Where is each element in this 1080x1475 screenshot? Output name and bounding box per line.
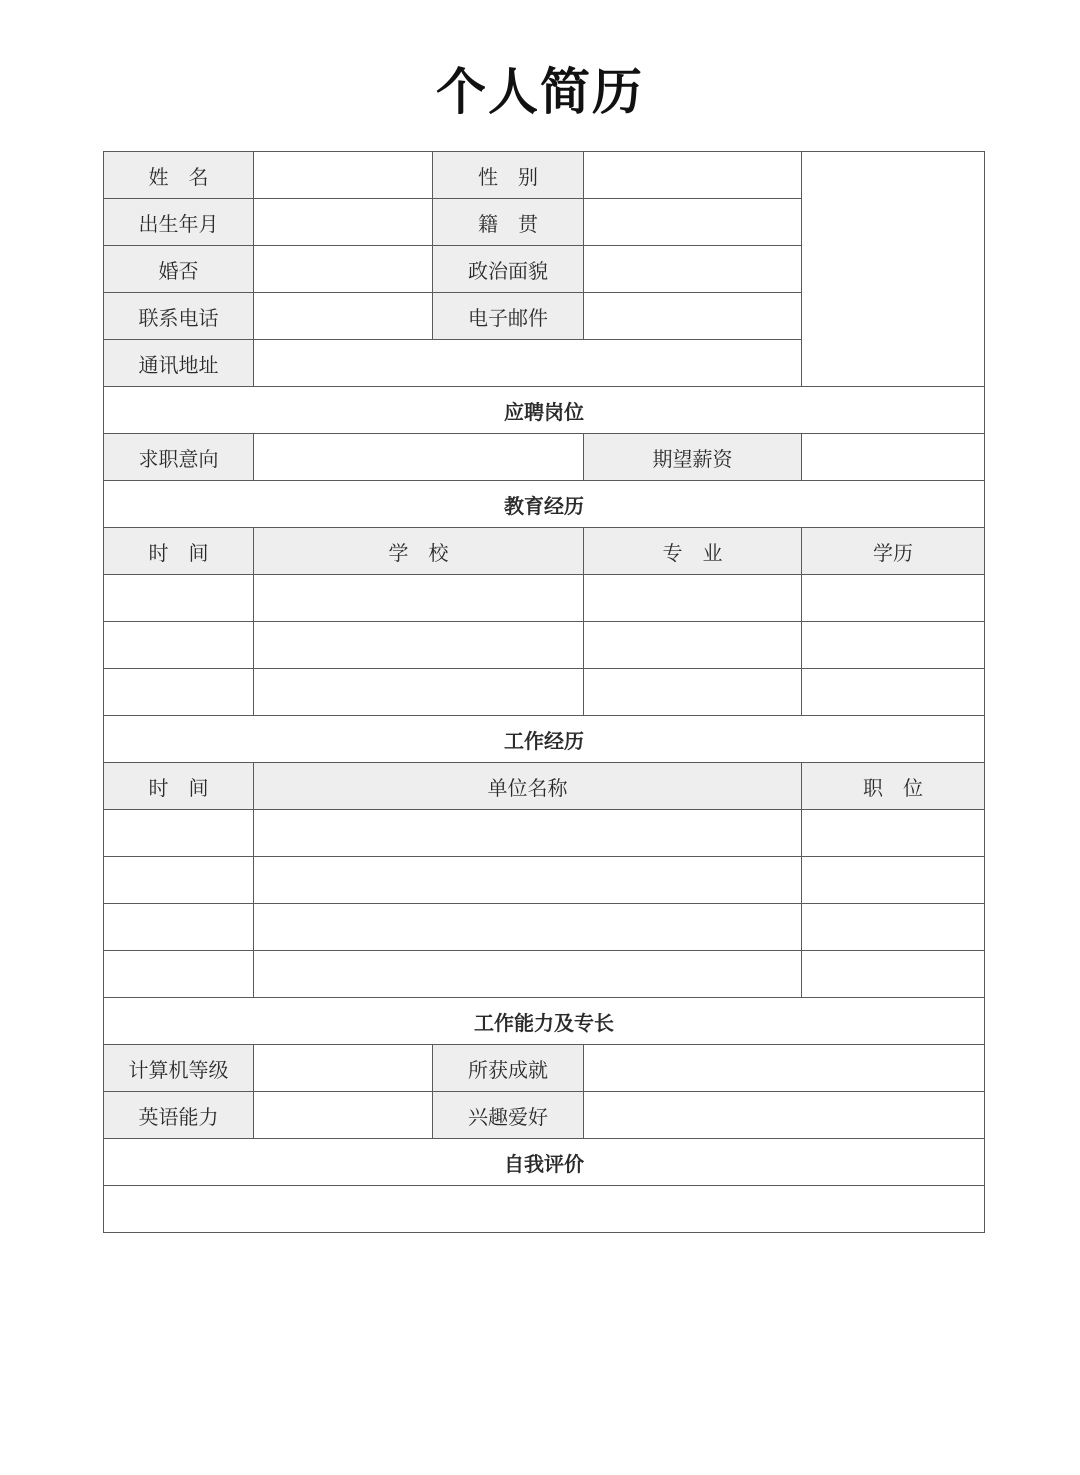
photo-box[interactable] — [802, 152, 985, 387]
section-work: 工作经历 — [104, 716, 985, 763]
edu-cell-time[interactable] — [104, 575, 254, 622]
value-hobby[interactable] — [584, 1092, 985, 1139]
edu-cell-time[interactable] — [104, 622, 254, 669]
edu-row — [104, 575, 985, 622]
work-row — [104, 951, 985, 998]
label-political: 政治面貌 — [433, 246, 584, 293]
work-cell-time[interactable] — [104, 951, 254, 998]
value-origin[interactable] — [584, 199, 802, 246]
label-english: 英语能力 — [104, 1092, 254, 1139]
edu-cell-major[interactable] — [584, 669, 802, 716]
edu-header-degree: 学历 — [802, 528, 985, 575]
value-intent[interactable] — [254, 434, 584, 481]
work-cell-time[interactable] — [104, 810, 254, 857]
label-hobby: 兴趣爱好 — [433, 1092, 584, 1139]
work-cell-company[interactable] — [254, 810, 802, 857]
value-computer[interactable] — [254, 1045, 433, 1092]
edu-cell-time[interactable] — [104, 669, 254, 716]
work-cell-time[interactable] — [104, 904, 254, 951]
value-achievement[interactable] — [584, 1045, 985, 1092]
work-cell-title[interactable] — [802, 951, 985, 998]
section-skills: 工作能力及专长 — [104, 998, 985, 1045]
label-marital: 婚否 — [104, 246, 254, 293]
value-english[interactable] — [254, 1092, 433, 1139]
resume-table — [103, 151, 985, 1233]
work-cell-title[interactable] — [802, 904, 985, 951]
edu-cell-school[interactable] — [254, 575, 584, 622]
work-row — [104, 857, 985, 904]
edu-row — [104, 622, 985, 669]
self-eval-box[interactable] — [104, 1186, 985, 1233]
label-achievement: 所获成就 — [433, 1045, 584, 1092]
edu-header-school: 学 校 — [254, 528, 584, 575]
value-email[interactable] — [584, 293, 802, 340]
label-phone: 联系电话 — [104, 293, 254, 340]
section-position: 应聘岗位 — [104, 387, 985, 434]
label-gender: 性 别 — [433, 152, 584, 199]
edu-cell-major[interactable] — [584, 622, 802, 669]
work-header-company: 单位名称 — [254, 763, 802, 810]
work-cell-company[interactable] — [254, 951, 802, 998]
edu-cell-school[interactable] — [254, 669, 584, 716]
value-birth[interactable] — [254, 199, 433, 246]
label-intent: 求职意向 — [104, 434, 254, 481]
edu-cell-school[interactable] — [254, 622, 584, 669]
edu-cell-degree[interactable] — [802, 575, 985, 622]
value-phone[interactable] — [254, 293, 433, 340]
work-cell-company[interactable] — [254, 857, 802, 904]
edu-header-major: 专 业 — [584, 528, 802, 575]
label-email: 电子邮件 — [433, 293, 584, 340]
edu-cell-degree[interactable] — [802, 622, 985, 669]
label-salary: 期望薪资 — [584, 434, 802, 481]
label-name: 姓 名 — [104, 152, 254, 199]
work-row — [104, 904, 985, 951]
work-row — [104, 810, 985, 857]
label-origin: 籍 贯 — [433, 199, 584, 246]
label-address: 通讯地址 — [104, 340, 254, 387]
section-self-eval: 自我评价 — [104, 1139, 985, 1186]
value-name[interactable] — [254, 152, 433, 199]
page-title: 个人简历 — [436, 62, 644, 121]
value-salary[interactable] — [802, 434, 985, 481]
edu-cell-degree[interactable] — [802, 669, 985, 716]
value-gender[interactable] — [584, 152, 802, 199]
work-cell-title[interactable] — [802, 857, 985, 904]
work-cell-time[interactable] — [104, 857, 254, 904]
value-marital[interactable] — [254, 246, 433, 293]
work-header-time: 时 间 — [104, 763, 254, 810]
work-cell-title[interactable] — [802, 810, 985, 857]
work-cell-company[interactable] — [254, 904, 802, 951]
section-education: 教育经历 — [104, 481, 985, 528]
label-computer: 计算机等级 — [104, 1045, 254, 1092]
edu-cell-major[interactable] — [584, 575, 802, 622]
value-address[interactable] — [254, 340, 802, 387]
edu-row — [104, 669, 985, 716]
edu-header-time: 时 间 — [104, 528, 254, 575]
label-birth: 出生年月 — [104, 199, 254, 246]
value-political[interactable] — [584, 246, 802, 293]
work-header-title: 职 位 — [802, 763, 985, 810]
